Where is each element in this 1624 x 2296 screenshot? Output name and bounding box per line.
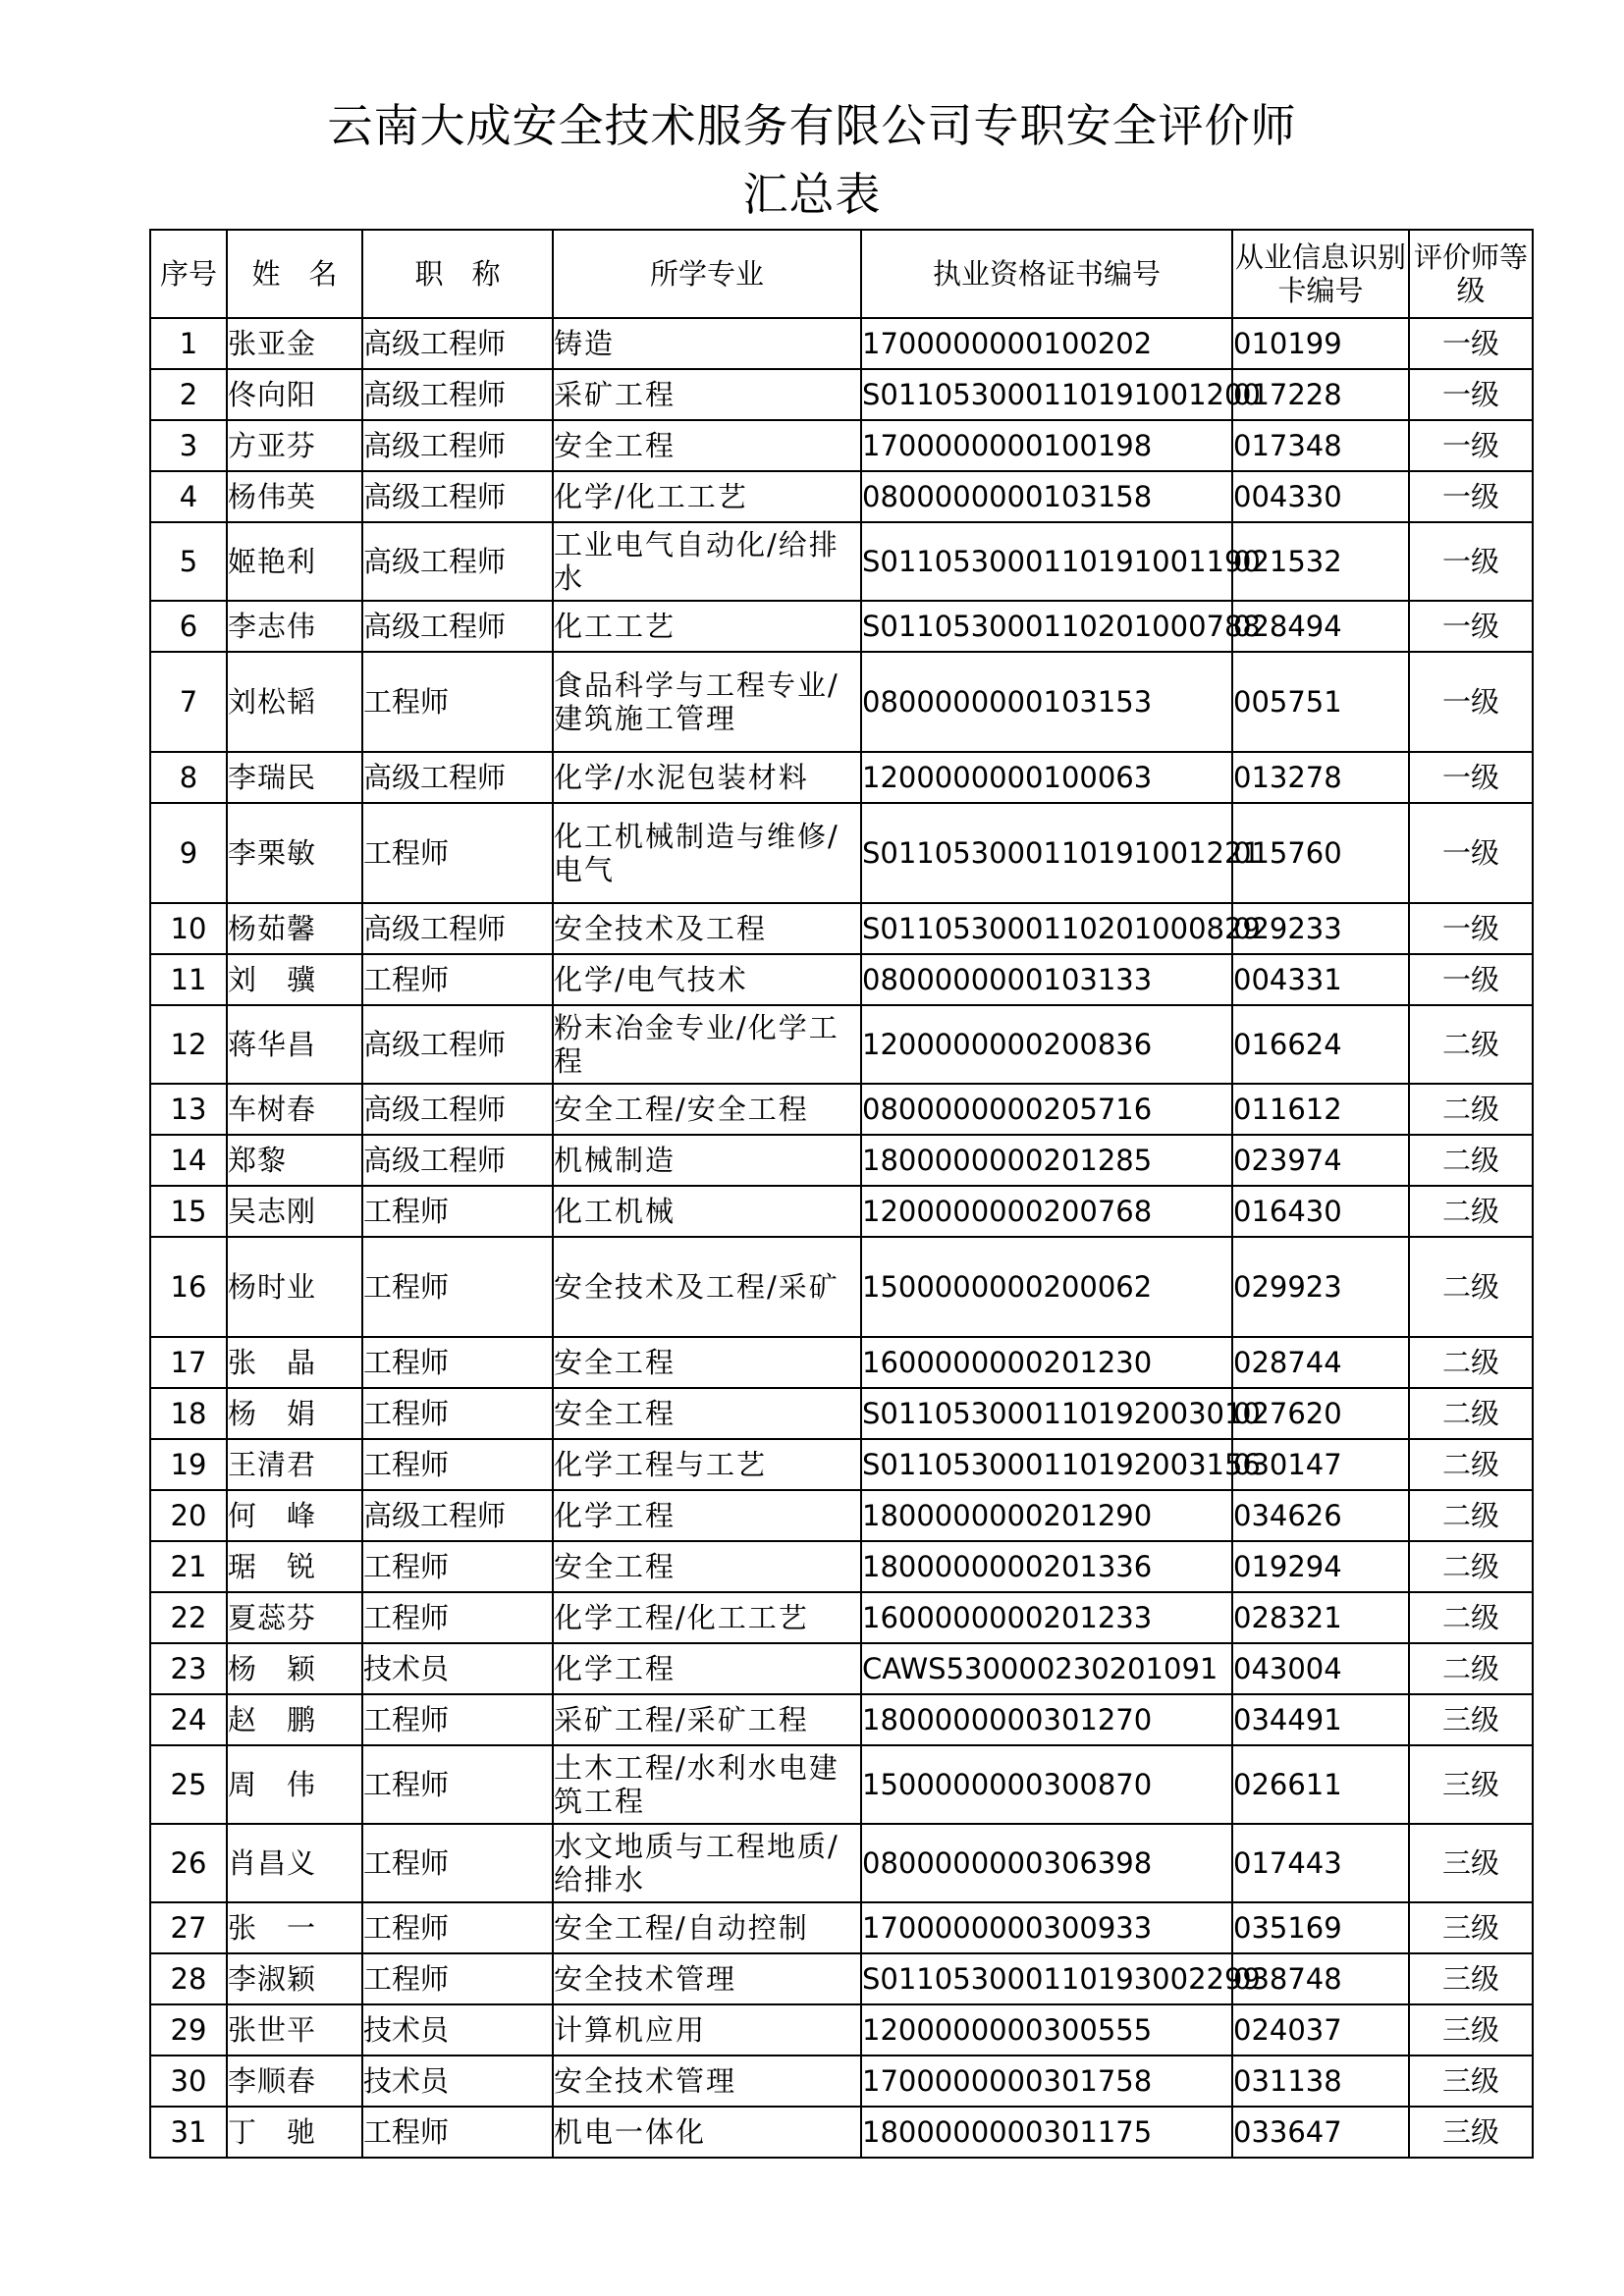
row-number-cell: 18 bbox=[150, 1388, 227, 1439]
table-row bbox=[150, 1541, 1533, 1592]
id-card-number-cell: 027620 bbox=[1232, 1388, 1409, 1439]
job-title-cell: 工程师 bbox=[362, 1337, 553, 1388]
person-name-cell: 郑黎 bbox=[227, 1135, 362, 1186]
job-title-cell: 技术员 bbox=[362, 2056, 553, 2107]
certificate-number-cell: 1700000000100202 bbox=[861, 318, 1232, 369]
id-card-number-cell: 016430 bbox=[1232, 1186, 1409, 1237]
id-card-number-cell: 013278 bbox=[1232, 752, 1409, 803]
evaluator-level-cell: 一级 bbox=[1409, 601, 1533, 652]
table-row bbox=[150, 652, 1533, 752]
table-row bbox=[150, 1694, 1533, 1745]
row-number-cell: 1 bbox=[150, 318, 227, 369]
evaluator-level-cell: 三级 bbox=[1409, 2004, 1533, 2056]
certificate-number-cell: 0800000000103158 bbox=[861, 471, 1232, 522]
table-row bbox=[150, 903, 1533, 954]
job-title-cell: 技术员 bbox=[362, 2004, 553, 2056]
certificate-number-cell: 1800000000301270 bbox=[861, 1694, 1232, 1745]
job-title-cell: 工程师 bbox=[362, 1824, 553, 1902]
person-name-cell: 吴志刚 bbox=[227, 1186, 362, 1237]
page-subtitle: 汇总表 bbox=[742, 168, 882, 221]
major-cell: 安全工程 bbox=[553, 420, 861, 471]
evaluator-level-cell: 二级 bbox=[1409, 1643, 1533, 1694]
id-card-number-cell: 017348 bbox=[1232, 420, 1409, 471]
evaluator-level-cell: 二级 bbox=[1409, 1135, 1533, 1186]
certificate-number-cell: CAWS530000230201091 bbox=[861, 1643, 1232, 1694]
id-card-number-cell: 028744 bbox=[1232, 1337, 1409, 1388]
person-name-cell: 肖昌义 bbox=[227, 1824, 362, 1902]
job-title-cell: 工程师 bbox=[362, 954, 553, 1005]
id-card-number-cell: 035169 bbox=[1232, 1902, 1409, 1953]
table-row bbox=[150, 954, 1533, 1005]
id-card-number-cell: 011612 bbox=[1232, 1084, 1409, 1135]
major-cell: 化工机械制造与维修/电气 bbox=[553, 803, 861, 903]
certificate-number-cell: 1700000000301758 bbox=[861, 2056, 1232, 2107]
certificate-number-cell: 1700000000100198 bbox=[861, 420, 1232, 471]
job-title-cell: 高级工程师 bbox=[362, 1135, 553, 1186]
job-title-cell: 工程师 bbox=[362, 2107, 553, 2158]
id-card-number-cell: 019294 bbox=[1232, 1541, 1409, 1592]
table-row bbox=[150, 1237, 1533, 1337]
certificate-number-cell: 1800000000201336 bbox=[861, 1541, 1232, 1592]
person-name-cell: 李志伟 bbox=[227, 601, 362, 652]
evaluator-level-cell: 二级 bbox=[1409, 1592, 1533, 1643]
table-row bbox=[150, 752, 1533, 803]
job-title-cell: 工程师 bbox=[362, 1745, 553, 1824]
certificate-number-cell: 1200000000200836 bbox=[861, 1005, 1232, 1084]
evaluator-level-cell: 二级 bbox=[1409, 1439, 1533, 1490]
major-cell: 安全工程 bbox=[553, 1388, 861, 1439]
job-title-cell: 工程师 bbox=[362, 1592, 553, 1643]
person-name-cell: 张亚金 bbox=[227, 318, 362, 369]
major-cell: 化学工程与工艺 bbox=[553, 1439, 861, 1490]
job-title-cell: 高级工程师 bbox=[362, 601, 553, 652]
job-title-cell: 高级工程师 bbox=[362, 1084, 553, 1135]
evaluator-level-cell: 二级 bbox=[1409, 1005, 1533, 1084]
table-row bbox=[150, 318, 1533, 369]
evaluator-level-cell: 一级 bbox=[1409, 522, 1533, 601]
table-header-row bbox=[150, 230, 1533, 318]
person-name-cell: 佟向阳 bbox=[227, 369, 362, 420]
row-number-cell: 15 bbox=[150, 1186, 227, 1237]
evaluator-level-cell: 二级 bbox=[1409, 1490, 1533, 1541]
row-number-cell: 27 bbox=[150, 1902, 227, 1953]
id-card-number-cell: 030147 bbox=[1232, 1439, 1409, 1490]
table-row bbox=[150, 1388, 1533, 1439]
evaluator-level-cell: 一级 bbox=[1409, 803, 1533, 903]
certificate-number-cell: 1800000000301175 bbox=[861, 2107, 1232, 2158]
row-number-cell: 7 bbox=[150, 652, 227, 752]
major-cell: 采矿工程 bbox=[553, 369, 861, 420]
certificate-number-cell: S011053000110191001221 bbox=[861, 803, 1232, 903]
row-number-cell: 22 bbox=[150, 1592, 227, 1643]
job-title-cell: 工程师 bbox=[362, 652, 553, 752]
major-cell: 安全工程/自动控制 bbox=[553, 1902, 861, 1953]
job-title-cell: 高级工程师 bbox=[362, 420, 553, 471]
person-name-cell: 杨伟英 bbox=[227, 471, 362, 522]
row-number-cell: 21 bbox=[150, 1541, 227, 1592]
person-name-cell: 杨茹馨 bbox=[227, 903, 362, 954]
person-name-cell: 赵 鹏 bbox=[227, 1694, 362, 1745]
major-cell: 化学工程/化工工艺 bbox=[553, 1592, 861, 1643]
major-cell: 机电一体化 bbox=[553, 2107, 861, 2158]
certificate-number-cell: 1800000000201285 bbox=[861, 1135, 1232, 1186]
id-card-number-cell: 034626 bbox=[1232, 1490, 1409, 1541]
person-name-cell: 李栗敏 bbox=[227, 803, 362, 903]
person-name-cell: 车树春 bbox=[227, 1084, 362, 1135]
evaluator-level-cell: 二级 bbox=[1409, 1337, 1533, 1388]
major-cell: 安全工程/安全工程 bbox=[553, 1084, 861, 1135]
job-title-cell: 高级工程师 bbox=[362, 318, 553, 369]
major-cell: 化学/化工工艺 bbox=[553, 471, 861, 522]
person-name-cell: 刘 骥 bbox=[227, 954, 362, 1005]
person-name-cell: 周 伟 bbox=[227, 1745, 362, 1824]
certificate-number-cell: 0800000000103133 bbox=[861, 954, 1232, 1005]
row-number-cell: 28 bbox=[150, 1953, 227, 2004]
row-number-cell: 6 bbox=[150, 601, 227, 652]
evaluator-level-cell: 二级 bbox=[1409, 1237, 1533, 1337]
certificate-number-cell: 1700000000300933 bbox=[861, 1902, 1232, 1953]
table-row bbox=[150, 1902, 1533, 1953]
id-card-number-cell: 028321 bbox=[1232, 1592, 1409, 1643]
evaluator-level-cell: 一级 bbox=[1409, 369, 1533, 420]
table-row bbox=[150, 1643, 1533, 1694]
table-body bbox=[150, 318, 1533, 2158]
job-title-cell: 工程师 bbox=[362, 803, 553, 903]
row-number-cell: 25 bbox=[150, 1745, 227, 1824]
table-row bbox=[150, 2056, 1533, 2107]
row-number-cell: 19 bbox=[150, 1439, 227, 1490]
person-name-cell: 李顺春 bbox=[227, 2056, 362, 2107]
certificate-number-cell: 0800000000103153 bbox=[861, 652, 1232, 752]
id-card-number-cell: 016624 bbox=[1232, 1005, 1409, 1084]
table-row bbox=[150, 1186, 1533, 1237]
id-card-number-cell: 015760 bbox=[1232, 803, 1409, 903]
id-card-number-cell: 004330 bbox=[1232, 471, 1409, 522]
id-card-number-cell: 024037 bbox=[1232, 2004, 1409, 2056]
evaluator-level-cell: 二级 bbox=[1409, 1541, 1533, 1592]
header-card: 从业信息识别卡编号 bbox=[1232, 230, 1409, 318]
table-row bbox=[150, 1824, 1533, 1902]
evaluator-level-cell: 三级 bbox=[1409, 2056, 1533, 2107]
row-number-cell: 30 bbox=[150, 2056, 227, 2107]
row-number-cell: 23 bbox=[150, 1643, 227, 1694]
id-card-number-cell: 017443 bbox=[1232, 1824, 1409, 1902]
certificate-number-cell: 1500000000300870 bbox=[861, 1745, 1232, 1824]
evaluator-level-cell: 一级 bbox=[1409, 318, 1533, 369]
id-card-number-cell: 005751 bbox=[1232, 652, 1409, 752]
evaluator-level-cell: 二级 bbox=[1409, 1186, 1533, 1237]
certificate-number-cell: S011053000110201000788 bbox=[861, 601, 1232, 652]
row-number-cell: 26 bbox=[150, 1824, 227, 1902]
id-card-number-cell: 010199 bbox=[1232, 318, 1409, 369]
id-card-number-cell: 004331 bbox=[1232, 954, 1409, 1005]
major-cell: 土木工程/水利水电建筑工程 bbox=[553, 1745, 861, 1824]
job-title-cell: 高级工程师 bbox=[362, 1005, 553, 1084]
evaluator-level-cell: 一级 bbox=[1409, 420, 1533, 471]
evaluator-level-cell: 三级 bbox=[1409, 1824, 1533, 1902]
certificate-number-cell: 0800000000205716 bbox=[861, 1084, 1232, 1135]
certificate-number-cell: 1200000000200768 bbox=[861, 1186, 1232, 1237]
evaluator-level-cell: 三级 bbox=[1409, 1745, 1533, 1824]
major-cell: 粉末冶金专业/化学工程 bbox=[553, 1005, 861, 1084]
certificate-number-cell: 1600000000201233 bbox=[861, 1592, 1232, 1643]
major-cell: 计算机应用 bbox=[553, 2004, 861, 2056]
row-number-cell: 9 bbox=[150, 803, 227, 903]
id-card-number-cell: 033647 bbox=[1232, 2107, 1409, 2158]
id-card-number-cell: 043004 bbox=[1232, 1643, 1409, 1694]
job-title-cell: 工程师 bbox=[362, 1541, 553, 1592]
page-title: 云南大成安全技术服务有限公司专职安全评价师 bbox=[327, 99, 1297, 152]
major-cell: 化工工艺 bbox=[553, 601, 861, 652]
row-number-cell: 16 bbox=[150, 1237, 227, 1337]
certificate-number-cell: 1200000000300555 bbox=[861, 2004, 1232, 2056]
evaluator-level-cell: 三级 bbox=[1409, 1902, 1533, 1953]
person-name-cell: 张 一 bbox=[227, 1902, 362, 1953]
table-row bbox=[150, 471, 1533, 522]
certificate-number-cell: 1800000000201290 bbox=[861, 1490, 1232, 1541]
person-name-cell: 丁 驰 bbox=[227, 2107, 362, 2158]
table-row bbox=[150, 522, 1533, 601]
certificate-number-cell: 1200000000100063 bbox=[861, 752, 1232, 803]
table-row bbox=[150, 601, 1533, 652]
evaluator-level-cell: 一级 bbox=[1409, 954, 1533, 1005]
major-cell: 化学/水泥包装材料 bbox=[553, 752, 861, 803]
id-card-number-cell: 026611 bbox=[1232, 1745, 1409, 1824]
row-number-cell: 2 bbox=[150, 369, 227, 420]
evaluator-level-cell: 三级 bbox=[1409, 1953, 1533, 2004]
person-name-cell: 夏蕊芬 bbox=[227, 1592, 362, 1643]
major-cell: 水文地质与工程地质/给排水 bbox=[553, 1824, 861, 1902]
evaluator-table bbox=[149, 229, 1534, 2159]
person-name-cell: 杨时业 bbox=[227, 1237, 362, 1337]
certificate-number-cell: S011053000110201000829 bbox=[861, 903, 1232, 954]
certificate-number-cell: S011053000110191001190 bbox=[861, 522, 1232, 601]
job-title-cell: 工程师 bbox=[362, 1694, 553, 1745]
header-name: 姓 名 bbox=[227, 230, 362, 318]
id-card-number-cell: 028494 bbox=[1232, 601, 1409, 652]
table-row bbox=[150, 1592, 1533, 1643]
major-cell: 食品科学与工程专业/建筑施工管理 bbox=[553, 652, 861, 752]
id-card-number-cell: 021532 bbox=[1232, 522, 1409, 601]
evaluator-level-cell: 一级 bbox=[1409, 903, 1533, 954]
id-card-number-cell: 029233 bbox=[1232, 903, 1409, 954]
table-row bbox=[150, 1490, 1533, 1541]
row-number-cell: 31 bbox=[150, 2107, 227, 2158]
evaluator-level-cell: 三级 bbox=[1409, 2107, 1533, 2158]
evaluator-level-cell: 一级 bbox=[1409, 471, 1533, 522]
person-name-cell: 张世平 bbox=[227, 2004, 362, 2056]
job-title-cell: 工程师 bbox=[362, 1953, 553, 2004]
table-row bbox=[150, 1135, 1533, 1186]
person-name-cell: 姬艳利 bbox=[227, 522, 362, 601]
id-card-number-cell: 031138 bbox=[1232, 2056, 1409, 2107]
major-cell: 安全技术管理 bbox=[553, 2056, 861, 2107]
certificate-number-cell: S011053000110192003156 bbox=[861, 1439, 1232, 1490]
major-cell: 化工机械 bbox=[553, 1186, 861, 1237]
row-number-cell: 24 bbox=[150, 1694, 227, 1745]
header-title: 职 称 bbox=[362, 230, 553, 318]
table-row bbox=[150, 420, 1533, 471]
row-number-cell: 8 bbox=[150, 752, 227, 803]
table-row bbox=[150, 1337, 1533, 1388]
row-number-cell: 29 bbox=[150, 2004, 227, 2056]
evaluator-level-cell: 二级 bbox=[1409, 1388, 1533, 1439]
job-title-cell: 高级工程师 bbox=[362, 903, 553, 954]
table-row bbox=[150, 1084, 1533, 1135]
job-title-cell: 工程师 bbox=[362, 1237, 553, 1337]
certificate-number-cell: 1500000000200062 bbox=[861, 1237, 1232, 1337]
table-row bbox=[150, 1439, 1533, 1490]
row-number-cell: 3 bbox=[150, 420, 227, 471]
row-number-cell: 17 bbox=[150, 1337, 227, 1388]
major-cell: 安全技术及工程 bbox=[553, 903, 861, 954]
evaluator-level-cell: 三级 bbox=[1409, 1694, 1533, 1745]
table-row bbox=[150, 2004, 1533, 2056]
job-title-cell: 高级工程师 bbox=[362, 369, 553, 420]
certificate-number-cell: S011053000110191001200 bbox=[861, 369, 1232, 420]
row-number-cell: 14 bbox=[150, 1135, 227, 1186]
header-level: 评价师等级 bbox=[1409, 230, 1533, 318]
major-cell: 采矿工程/采矿工程 bbox=[553, 1694, 861, 1745]
id-card-number-cell: 034491 bbox=[1232, 1694, 1409, 1745]
evaluator-level-cell: 一级 bbox=[1409, 752, 1533, 803]
certificate-number-cell: S011053000110193002299 bbox=[861, 1953, 1232, 2004]
row-number-cell: 13 bbox=[150, 1084, 227, 1135]
table-row bbox=[150, 1953, 1533, 2004]
job-title-cell: 高级工程师 bbox=[362, 522, 553, 601]
major-cell: 工业电气自动化/给排水 bbox=[553, 522, 861, 601]
major-cell: 铸造 bbox=[553, 318, 861, 369]
row-number-cell: 10 bbox=[150, 903, 227, 954]
person-name-cell: 张 晶 bbox=[227, 1337, 362, 1388]
major-cell: 安全技术及工程/采矿 bbox=[553, 1237, 861, 1337]
header-no: 序号 bbox=[150, 230, 227, 318]
job-title-cell: 工程师 bbox=[362, 1186, 553, 1237]
table-row bbox=[150, 369, 1533, 420]
major-cell: 化学/电气技术 bbox=[553, 954, 861, 1005]
header-cert: 执业资格证书编号 bbox=[861, 230, 1232, 318]
person-name-cell: 杨 颖 bbox=[227, 1643, 362, 1694]
certificate-number-cell: 0800000000306398 bbox=[861, 1824, 1232, 1902]
major-cell: 机械制造 bbox=[553, 1135, 861, 1186]
job-title-cell: 工程师 bbox=[362, 1388, 553, 1439]
row-number-cell: 20 bbox=[150, 1490, 227, 1541]
table-row bbox=[150, 803, 1533, 903]
person-name-cell: 李瑞民 bbox=[227, 752, 362, 803]
header-major: 所学专业 bbox=[553, 230, 861, 318]
major-cell: 化学工程 bbox=[553, 1643, 861, 1694]
major-cell: 化学工程 bbox=[553, 1490, 861, 1541]
row-number-cell: 5 bbox=[150, 522, 227, 601]
row-number-cell: 12 bbox=[150, 1005, 227, 1084]
person-name-cell: 方亚芬 bbox=[227, 420, 362, 471]
person-name-cell: 刘松韬 bbox=[227, 652, 362, 752]
job-title-cell: 高级工程师 bbox=[362, 752, 553, 803]
person-name-cell: 杨 娟 bbox=[227, 1388, 362, 1439]
table-row bbox=[150, 2107, 1533, 2158]
job-title-cell: 高级工程师 bbox=[362, 1490, 553, 1541]
evaluator-level-cell: 一级 bbox=[1409, 652, 1533, 752]
id-card-number-cell: 017228 bbox=[1232, 369, 1409, 420]
job-title-cell: 技术员 bbox=[362, 1643, 553, 1694]
person-name-cell: 蒋华昌 bbox=[227, 1005, 362, 1084]
person-name-cell: 王清君 bbox=[227, 1439, 362, 1490]
id-card-number-cell: 038748 bbox=[1232, 1953, 1409, 2004]
table-row bbox=[150, 1745, 1533, 1824]
major-cell: 安全工程 bbox=[553, 1541, 861, 1592]
table-row bbox=[150, 1005, 1533, 1084]
person-name-cell: 李淑颖 bbox=[227, 1953, 362, 2004]
id-card-number-cell: 023974 bbox=[1232, 1135, 1409, 1186]
person-name-cell: 琚 锐 bbox=[227, 1541, 362, 1592]
job-title-cell: 高级工程师 bbox=[362, 471, 553, 522]
row-number-cell: 4 bbox=[150, 471, 227, 522]
major-cell: 安全技术管理 bbox=[553, 1953, 861, 2004]
evaluator-level-cell: 二级 bbox=[1409, 1084, 1533, 1135]
person-name-cell: 何 峰 bbox=[227, 1490, 362, 1541]
row-number-cell: 11 bbox=[150, 954, 227, 1005]
major-cell: 安全工程 bbox=[553, 1337, 861, 1388]
job-title-cell: 工程师 bbox=[362, 1902, 553, 1953]
job-title-cell: 工程师 bbox=[362, 1439, 553, 1490]
certificate-number-cell: S011053000110192003010 bbox=[861, 1388, 1232, 1439]
id-card-number-cell: 029923 bbox=[1232, 1237, 1409, 1337]
certificate-number-cell: 1600000000201230 bbox=[861, 1337, 1232, 1388]
